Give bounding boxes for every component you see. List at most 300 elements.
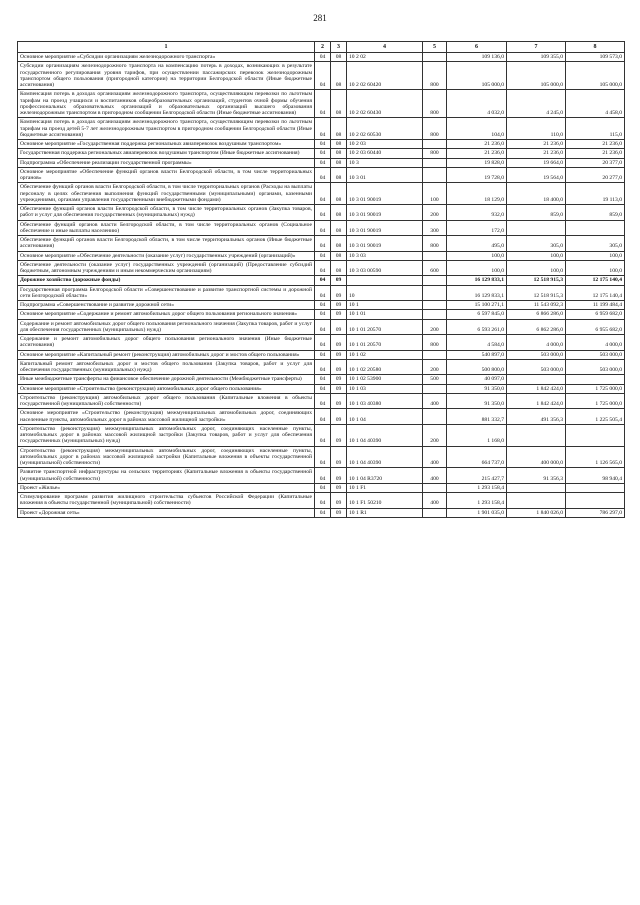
column-header: 4 <box>347 42 423 53</box>
cell-subsection-code: 09 <box>331 350 347 359</box>
cell-amount-year1: 105 000,0 <box>447 62 507 90</box>
cell-expense-type <box>423 384 447 393</box>
cell-amount-year3 <box>566 424 625 446</box>
cell-expense-type: 200 <box>423 359 447 375</box>
column-header: 3 <box>331 42 347 53</box>
cell-amount-year2 <box>507 493 566 509</box>
cell-target-article: 10 3 01 90019 <box>347 205 423 221</box>
cell-target-article: 10 3 01 90019 <box>347 220 423 236</box>
cell-amount-year1: 215 427,7 <box>447 468 507 484</box>
cell-amount-year2: 91 356,3 <box>507 468 566 484</box>
cell-subsection-code: 08 <box>331 236 347 252</box>
cell-amount-year2: 11 543 092,3 <box>507 301 566 310</box>
cell-section-code: 04 <box>315 483 331 492</box>
cell-name: Проект «Дорожная сеть» <box>18 508 315 517</box>
cell-amount-year1: 91 350,0 <box>447 393 507 409</box>
cell-amount-year2: 1 840 026,0 <box>507 508 566 517</box>
cell-amount-year3: 305,0 <box>566 236 625 252</box>
cell-amount-year3: 6 959 682,0 <box>566 310 625 319</box>
cell-amount-year1: 881 332,7 <box>447 409 507 425</box>
cell-subsection-code: 08 <box>331 260 347 276</box>
cell-subsection-code: 09 <box>331 409 347 425</box>
cell-expense-type: 800 <box>423 62 447 90</box>
cell-target-article: 10 1 04 <box>347 409 423 425</box>
cell-target-article <box>347 276 423 285</box>
cell-name: Обеспечение функций органов власти Белгородской области, в том числе территориальных органов (Иные бюджетные ассигнования) <box>18 236 315 252</box>
cell-expense-type: 200 <box>423 424 447 446</box>
column-header: 1 <box>18 42 315 53</box>
cell-amount-year2: 305,0 <box>507 236 566 252</box>
table-row <box>18 260 625 276</box>
cell-subsection-code: 09 <box>331 508 347 517</box>
cell-section-code: 04 <box>315 90 331 118</box>
cell-amount-year1: 91 350,0 <box>447 384 507 393</box>
cell-section-code: 04 <box>315 493 331 509</box>
cell-amount-year2: 105 000,0 <box>507 62 566 90</box>
cell-name: Подпрограмма «Обеспечение реализации государственной программы» <box>18 158 315 167</box>
cell-amount-year2: 21 236,0 <box>507 140 566 149</box>
cell-amount-year1: 19 828,0 <box>447 158 507 167</box>
cell-name: Обеспечение деятельности (оказание услуг) государственных учреждений (организаций) (Предоставление субсидий бюджетным, автономным учреждениям и иным некоммерческим организациям) <box>18 260 315 276</box>
cell-expense-type: 100 <box>423 183 447 205</box>
cell-amount-year2: 400 000,0 <box>507 446 566 468</box>
cell-amount-year1: 21 236,0 <box>447 140 507 149</box>
cell-amount-year1: 1 293 158,4 <box>447 483 507 492</box>
cell-name: Стимулирование программ развития жилищного строительства субъектов Российской Федерации (Капитальные вложения в объекты государственной (муниципальной) собственности) <box>18 493 315 509</box>
cell-amount-year3: 503 000,0 <box>566 359 625 375</box>
cell-amount-year1: 6 597 845,0 <box>447 310 507 319</box>
cell-amount-year2: 19 664,0 <box>507 158 566 167</box>
cell-section-code: 04 <box>315 53 331 62</box>
cell-amount-year3 <box>566 220 625 236</box>
table-row <box>18 149 625 158</box>
cell-section-code: 04 <box>315 149 331 158</box>
cell-expense-type: 400 <box>423 446 447 468</box>
table-row <box>18 90 625 118</box>
table-row <box>18 205 625 221</box>
cell-subsection-code: 08 <box>331 118 347 140</box>
cell-target-article: 10 1 01 20570 <box>347 335 423 351</box>
cell-section-code: 04 <box>315 220 331 236</box>
table-row <box>18 335 625 351</box>
cell-target-article: 10 2 02 60430 <box>347 90 423 118</box>
cell-name: Проект «Жилье» <box>18 483 315 492</box>
column-header: 5 <box>423 42 447 53</box>
cell-expense-type <box>423 140 447 149</box>
cell-subsection-code: 09 <box>331 375 347 384</box>
cell-amount-year3 <box>566 375 625 384</box>
table-header-row <box>18 42 625 53</box>
cell-section-code: 04 <box>315 260 331 276</box>
cell-amount-year2: 110,0 <box>507 118 566 140</box>
cell-amount-year3: 20 277,0 <box>566 167 625 183</box>
cell-amount-year3: 1 725 000,0 <box>566 393 625 409</box>
cell-expense-type: 800 <box>423 149 447 158</box>
cell-amount-year3: 6 955 682,0 <box>566 319 625 335</box>
cell-subsection-code: 08 <box>331 220 347 236</box>
cell-section-code: 04 <box>315 158 331 167</box>
table-row <box>18 468 625 484</box>
cell-target-article: 10 1 04 R3720 <box>347 468 423 484</box>
cell-section-code: 04 <box>315 236 331 252</box>
cell-subsection-code: 09 <box>331 468 347 484</box>
cell-section-code: 04 <box>315 393 331 409</box>
cell-expense-type: 400 <box>423 493 447 509</box>
cell-expense-type <box>423 508 447 517</box>
cell-amount-year1: 932,0 <box>447 205 507 221</box>
cell-name: Субсидии организациям железнодорожного транспорта на компенсацию потерь в доходах, возникающих в результате государственного регулирования уровня тарифов, при осуществлении пассажирских перевозок железнодорожным транспортом общего пользования (пригородной категории) на территории Белгородской области (Иные бюджетные ассигнования) <box>18 62 315 90</box>
table-row <box>18 158 625 167</box>
cell-amount-year2: 6 862 286,0 <box>507 319 566 335</box>
cell-subsection-code: 09 <box>331 424 347 446</box>
table-row <box>18 285 625 301</box>
cell-amount-year2: 503 000,0 <box>507 359 566 375</box>
cell-target-article: 10 3 01 <box>347 167 423 183</box>
cell-expense-type: 200 <box>423 205 447 221</box>
cell-amount-year3: 105 000,0 <box>566 62 625 90</box>
cell-expense-type <box>423 301 447 310</box>
cell-subsection-code: 09 <box>331 310 347 319</box>
column-header: 7 <box>507 42 566 53</box>
cell-name: Компенсация потерь в доходах организациям железнодорожного транспорта, осуществляющим перевозки по льготным тарифам на проезд детей 5-7 лет железнодорожным транспортом в пригородном сообщении Белгородской области (Иные бюджетные ассигнования) <box>18 118 315 140</box>
cell-target-article: 10 3 01 90019 <box>347 183 423 205</box>
cell-expense-type <box>423 251 447 260</box>
cell-amount-year1: 172,0 <box>447 220 507 236</box>
cell-target-article: 10 3 03 00590 <box>347 260 423 276</box>
cell-name: Основное мероприятие «Обеспечение деятельности (оказание услуг) государственных учреждений (организаций)» <box>18 251 315 260</box>
cell-subsection-code: 09 <box>331 446 347 468</box>
cell-name: Основное мероприятие «Субсидии организациям железнодорожного транспорта» <box>18 53 315 62</box>
cell-amount-year2: 1 842 424,0 <box>507 393 566 409</box>
cell-expense-type <box>423 483 447 492</box>
cell-amount-year1: 100,0 <box>447 260 507 276</box>
cell-name: Основное мероприятие «Содержание и ремонт автомобильных дорог общего пользования регионального значения» <box>18 310 315 319</box>
cell-expense-type: 600 <box>423 260 447 276</box>
cell-amount-year1: 15 100 271,1 <box>447 301 507 310</box>
cell-subsection-code: 08 <box>331 140 347 149</box>
cell-name: Государственная программа Белгородской области «Совершенствование и развитие транспортной системы и дорожной сети Белгородской области» <box>18 285 315 301</box>
cell-amount-year2: 859,0 <box>507 205 566 221</box>
cell-amount-year1: 1 901 035,0 <box>447 508 507 517</box>
column-header: 2 <box>315 42 331 53</box>
cell-amount-year1: 16 129 833,1 <box>447 276 507 285</box>
cell-amount-year1: 495,0 <box>447 236 507 252</box>
cell-subsection-code: 08 <box>331 167 347 183</box>
cell-amount-year2: 19 564,0 <box>507 167 566 183</box>
table-row <box>18 508 625 517</box>
cell-expense-type <box>423 409 447 425</box>
cell-target-article: 10 1 01 20570 <box>347 319 423 335</box>
cell-section-code: 04 <box>315 251 331 260</box>
cell-amount-year2: 491 356,3 <box>507 409 566 425</box>
cell-subsection-code: 09 <box>331 493 347 509</box>
cell-amount-year2: 109 355,0 <box>507 53 566 62</box>
cell-subsection-code: 08 <box>331 251 347 260</box>
cell-target-article: 10 1 04 40390 <box>347 446 423 468</box>
cell-subsection-code: 08 <box>331 158 347 167</box>
cell-section-code: 04 <box>315 140 331 149</box>
cell-target-article: 10 2 02 60420 <box>347 62 423 90</box>
table-row <box>18 251 625 260</box>
cell-amount-year1: 40 097,0 <box>447 375 507 384</box>
cell-name: Строительство (реконструкция) автомобильных дорог общего пользования (Капитальные вложения в объекты государственной (муниципальной) собственности) <box>18 393 315 409</box>
cell-name: Обеспечение функций органов власти Белгородской области, в том числе территориальных органов (Социальное обеспечение и иные выплаты населению) <box>18 220 315 236</box>
cell-section-code: 04 <box>315 310 331 319</box>
cell-section-code: 04 <box>315 319 331 335</box>
cell-target-article: 10 <box>347 285 423 301</box>
cell-amount-year3: 12 175 140,4 <box>566 276 625 285</box>
table-row <box>18 53 625 62</box>
cell-expense-type <box>423 53 447 62</box>
cell-subsection-code: 09 <box>331 335 347 351</box>
cell-target-article: 10 1 04 40390 <box>347 424 423 446</box>
cell-amount-year3: 100,0 <box>566 260 625 276</box>
cell-section-code: 04 <box>315 205 331 221</box>
cell-amount-year3: 4 000,0 <box>566 335 625 351</box>
cell-expense-type: 500 <box>423 375 447 384</box>
cell-section-code: 04 <box>315 384 331 393</box>
cell-name: Подпрограмма «Совершенствование и развитие дорожной сети» <box>18 301 315 310</box>
cell-amount-year3: 115,0 <box>566 118 625 140</box>
cell-section-code: 04 <box>315 359 331 375</box>
table-row <box>18 167 625 183</box>
cell-target-article: 10 1 F1 50210 <box>347 493 423 509</box>
table-row <box>18 276 625 285</box>
cell-target-article: 10 1 02 53900 <box>347 375 423 384</box>
cell-subsection-code: 08 <box>331 183 347 205</box>
table-row <box>18 310 625 319</box>
cell-amount-year1: 1 168,0 <box>447 424 507 446</box>
cell-amount-year2: 100,0 <box>507 251 566 260</box>
table-row <box>18 359 625 375</box>
cell-expense-type: 400 <box>423 468 447 484</box>
table-row <box>18 140 625 149</box>
cell-name: Компенсация потерь в доходах организациям железнодорожного транспорта, осуществляющим перевозки по льготным тарифам на проезд учащихся и воспитанников общеобразовательных организаций, студентов очной формы обучения профессиональных образовательных организаций и образовательных организаций высшего образования железнодорожным транспортом в пригородном сообщении Белгородской области (Иные бюджетные ассигнования) <box>18 90 315 118</box>
cell-name: Основное мероприятие «Строительство (реконструкция) автомобильных дорог общего пользования» <box>18 384 315 393</box>
cell-name: Иные межбюджетные трансферты на финансовое обеспечение дорожной деятельности (Межбюджетные трансферты) <box>18 375 315 384</box>
cell-expense-type: 800 <box>423 118 447 140</box>
cell-section-code: 04 <box>315 375 331 384</box>
cell-amount-year2: 12 518 915,3 <box>507 276 566 285</box>
cell-expense-type: 800 <box>423 335 447 351</box>
cell-expense-type <box>423 350 447 359</box>
cell-subsection-code: 08 <box>331 62 347 90</box>
table-row <box>18 409 625 425</box>
budget-table <box>17 41 625 518</box>
table-row <box>18 483 625 492</box>
cell-name: Основное мероприятие «Обеспечение функций органов власти Белгородской области, в том числе территориальных органов» <box>18 167 315 183</box>
cell-name: Основное мероприятие «Строительство (реконструкция) межмуниципальных автомобильных дорог, соединяющих населенные пункты, автомобильных дорог в районах массовой жилищной застройки» <box>18 409 315 425</box>
cell-expense-type: 200 <box>423 319 447 335</box>
cell-amount-year3 <box>566 493 625 509</box>
table-row <box>18 220 625 236</box>
cell-expense-type: 800 <box>423 236 447 252</box>
cell-amount-year2: 100,0 <box>507 260 566 276</box>
cell-amount-year2: 503 000,0 <box>507 350 566 359</box>
cell-target-article: 10 1 R1 <box>347 508 423 517</box>
cell-amount-year2: 12 518 915,3 <box>507 285 566 301</box>
table-row <box>18 62 625 90</box>
cell-amount-year3: 109 573,0 <box>566 53 625 62</box>
cell-section-code: 04 <box>315 446 331 468</box>
cell-target-article: 10 1 02 20580 <box>347 359 423 375</box>
cell-section-code: 04 <box>315 276 331 285</box>
cell-target-article: 10 1 03 <box>347 384 423 393</box>
cell-target-article: 10 1 01 <box>347 310 423 319</box>
cell-section-code: 04 <box>315 424 331 446</box>
cell-expense-type <box>423 285 447 301</box>
cell-subsection-code: 09 <box>331 393 347 409</box>
cell-subsection-code: 09 <box>331 483 347 492</box>
column-header: 6 <box>447 42 507 53</box>
table-row <box>18 236 625 252</box>
cell-amount-year2: 21 236,0 <box>507 149 566 158</box>
cell-subsection-code: 08 <box>331 53 347 62</box>
table-row <box>18 393 625 409</box>
cell-expense-type: 800 <box>423 90 447 118</box>
cell-amount-year2: 4 000,0 <box>507 335 566 351</box>
cell-amount-year3: 503 000,0 <box>566 350 625 359</box>
cell-amount-year3 <box>566 483 625 492</box>
cell-amount-year3: 100,0 <box>566 251 625 260</box>
cell-amount-year1: 4 032,0 <box>447 90 507 118</box>
cell-section-code: 04 <box>315 183 331 205</box>
table-body <box>18 53 625 518</box>
cell-section-code: 04 <box>315 118 331 140</box>
cell-section-code: 04 <box>315 167 331 183</box>
cell-subsection-code: 08 <box>331 149 347 158</box>
cell-section-code: 04 <box>315 285 331 301</box>
cell-amount-year2 <box>507 483 566 492</box>
table-row <box>18 446 625 468</box>
cell-name: Строительство (реконструкция) межмуниципальных автомобильных дорог, соединяющих населенные пункты, автомобильных дорог в районах массовой жилищной застройки (Капитальные вложения в объекты государственной (муниципальной) собственности) <box>18 446 315 468</box>
cell-amount-year1: 500 800,0 <box>447 359 507 375</box>
cell-amount-year3: 12 175 140,4 <box>566 285 625 301</box>
cell-amount-year3: 11 199 484,4 <box>566 301 625 310</box>
table-row <box>18 183 625 205</box>
cell-name: Содержание и ремонт автомобильных дорог общего пользования регионального значения (Закупка товаров, работ и услуг для обеспечения государственных (муниципальных) нужд) <box>18 319 315 335</box>
cell-target-article: 10 3 03 <box>347 251 423 260</box>
table-row <box>18 384 625 393</box>
table-row <box>18 424 625 446</box>
cell-amount-year1: 4 584,0 <box>447 335 507 351</box>
cell-amount-year2: 4 245,0 <box>507 90 566 118</box>
cell-target-article: 10 1 03 40380 <box>347 393 423 409</box>
cell-target-article: 10 2 03 60440 <box>347 149 423 158</box>
cell-subsection-code: 09 <box>331 301 347 310</box>
cell-amount-year2: 1 842 424,0 <box>507 384 566 393</box>
cell-amount-year2 <box>507 375 566 384</box>
cell-amount-year3: 98 940,4 <box>566 468 625 484</box>
cell-name: Капитальный ремонт автомобильных дорог и мостов общего пользования (Закупка товаров, работ и услуг для обеспечения государственных (муниципальных) нужд) <box>18 359 315 375</box>
cell-section-code: 04 <box>315 62 331 90</box>
cell-section-code: 04 <box>315 350 331 359</box>
table-row <box>18 319 625 335</box>
cell-expense-type: 400 <box>423 393 447 409</box>
cell-subsection-code: 09 <box>331 319 347 335</box>
cell-target-article: 10 1 <box>347 301 423 310</box>
cell-amount-year1: 540 897,0 <box>447 350 507 359</box>
cell-expense-type <box>423 310 447 319</box>
cell-expense-type <box>423 276 447 285</box>
cell-name: Дорожное хозяйство (дорожные фонды) <box>18 276 315 285</box>
cell-amount-year1: 16 129 833,1 <box>447 285 507 301</box>
cell-target-article: 10 2 02 <box>347 53 423 62</box>
cell-subsection-code: 08 <box>331 90 347 118</box>
cell-name: Содержание и ремонт автомобильных дорог общего пользования регионального значения (Иные бюджетные ассигнования) <box>18 335 315 351</box>
table-row <box>18 301 625 310</box>
cell-amount-year3: 19 113,0 <box>566 183 625 205</box>
cell-amount-year2 <box>507 220 566 236</box>
cell-name: Основное мероприятие «Капитальный ремонт (реконструкция) автомобильных дорог и мостов общего пользования» <box>18 350 315 359</box>
cell-amount-year3: 20 377,0 <box>566 158 625 167</box>
cell-section-code: 04 <box>315 468 331 484</box>
cell-expense-type: 300 <box>423 220 447 236</box>
cell-amount-year3: 786 297,0 <box>566 508 625 517</box>
cell-amount-year2: 18 400,0 <box>507 183 566 205</box>
table-row <box>18 375 625 384</box>
cell-amount-year1: 109 136,0 <box>447 53 507 62</box>
cell-target-article: 10 2 02 60530 <box>347 118 423 140</box>
cell-expense-type <box>423 158 447 167</box>
cell-amount-year3: 1 225 505,4 <box>566 409 625 425</box>
cell-amount-year1: 1 293 158,4 <box>447 493 507 509</box>
cell-amount-year1: 100,0 <box>447 251 507 260</box>
cell-amount-year1: 104,0 <box>447 118 507 140</box>
cell-subsection-code: 09 <box>331 276 347 285</box>
cell-section-code: 04 <box>315 409 331 425</box>
cell-section-code: 04 <box>315 508 331 517</box>
cell-target-article: 10 3 01 90019 <box>347 236 423 252</box>
cell-amount-year2: 6 866 286,0 <box>507 310 566 319</box>
cell-name: Обеспечение функций органов власти Белгородской области, в том числе территориальных органов (Закупка товаров, работ и услуг для обеспечения государственных (муниципальных) нужд) <box>18 205 315 221</box>
cell-amount-year3: 4 458,0 <box>566 90 625 118</box>
cell-subsection-code: 08 <box>331 205 347 221</box>
cell-amount-year1: 21 236,0 <box>447 149 507 158</box>
cell-target-article: 10 2 03 <box>347 140 423 149</box>
cell-name: Основное мероприятие «Государственная поддержка региональных авиаперевозок воздушным транспортом» <box>18 140 315 149</box>
cell-subsection-code: 09 <box>331 285 347 301</box>
table-row <box>18 118 625 140</box>
cell-section-code: 04 <box>315 335 331 351</box>
cell-amount-year3: 1 725 000,0 <box>566 384 625 393</box>
cell-amount-year1: 664 737,0 <box>447 446 507 468</box>
column-header: 8 <box>566 42 625 53</box>
cell-section-code: 04 <box>315 301 331 310</box>
cell-amount-year2 <box>507 424 566 446</box>
cell-amount-year3: 1 126 565,0 <box>566 446 625 468</box>
cell-name: Строительство (реконструкция) межмуниципальных автомобильных дорог, соединяющих населенные пункты, автомобильных дорог в районах массовой жилищной застройки (Закупка товаров, работ и услуг для обеспечения государственных (муниципальных) нужд) <box>18 424 315 446</box>
cell-name: Развитие транспортной инфраструктуры на сельских территориях (Капитальные вложения в объекты государственной (муниципальной) собственности) <box>18 468 315 484</box>
page-number: 281 <box>313 13 327 23</box>
cell-amount-year3: 21 236,0 <box>566 140 625 149</box>
cell-name: Обеспечение функций органов власти Белгородской области, в том числе территориальных органов (Расходы на выплаты персоналу в целях обеспечения выполнения функций государственными (муниципальными) органами, казенными учреждениями, органами управления государственными внебюджетными фондами) <box>18 183 315 205</box>
table-row <box>18 493 625 509</box>
cell-target-article: 10 1 02 <box>347 350 423 359</box>
table-row <box>18 350 625 359</box>
cell-name: Государственная поддержка региональных авиаперевозок воздушным транспортом (Иные бюджетные ассигнования) <box>18 149 315 158</box>
cell-target-article: 10 3 <box>347 158 423 167</box>
cell-amount-year1: 6 593 261,0 <box>447 319 507 335</box>
cell-amount-year1: 18 129,0 <box>447 183 507 205</box>
cell-subsection-code: 09 <box>331 359 347 375</box>
cell-subsection-code: 09 <box>331 384 347 393</box>
cell-amount-year1: 19 728,0 <box>447 167 507 183</box>
cell-expense-type <box>423 167 447 183</box>
cell-target-article: 10 1 F1 <box>347 483 423 492</box>
cell-amount-year3: 859,0 <box>566 205 625 221</box>
cell-amount-year3: 21 236,0 <box>566 149 625 158</box>
